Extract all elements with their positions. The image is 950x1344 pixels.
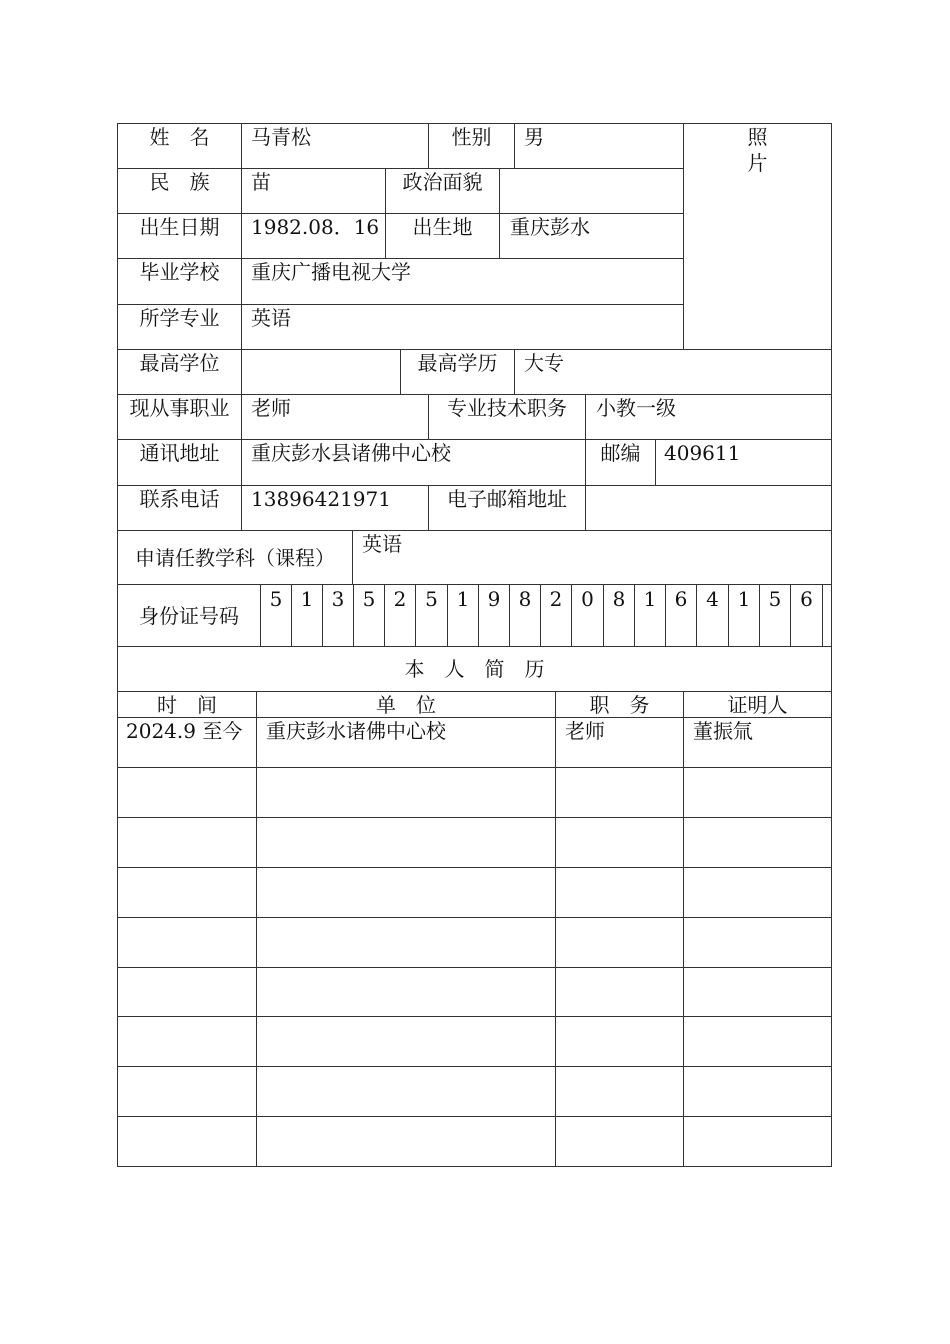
col-line	[352, 530, 353, 584]
id-digit[interactable]: 5	[425, 587, 438, 611]
political-status-label: 政治面貌	[402, 170, 483, 194]
photo-label: 照	[747, 125, 768, 149]
id-digit[interactable]: 8	[518, 587, 532, 611]
table-border-right	[831, 123, 832, 1167]
row-line	[117, 439, 832, 440]
photo-label: 片	[747, 151, 768, 175]
professional-title-value[interactable]: 小教一级	[596, 396, 676, 420]
id-digit[interactable]: 4	[706, 587, 719, 611]
address-label: 通讯地址	[139, 441, 220, 465]
resume-empty-row[interactable]	[118, 918, 831, 967]
col-line	[585, 485, 586, 530]
postcode-value[interactable]: 409611	[664, 441, 741, 465]
highest-degree-label: 最高学位	[139, 351, 220, 375]
row-line	[117, 584, 832, 585]
col-line	[499, 213, 500, 258]
id-digit[interactable]: 1	[456, 587, 470, 611]
row-line	[117, 691, 832, 692]
school-label: 毕业学校	[139, 260, 220, 284]
photo-area[interactable]	[684, 124, 831, 349]
row-line	[117, 717, 832, 718]
postcode-label: 邮编	[600, 441, 641, 465]
col-line	[499, 168, 500, 213]
gender-value[interactable]: 男	[524, 125, 544, 149]
birthplace-value[interactable]: 重庆彭水	[510, 215, 590, 239]
resume-empty-row[interactable]	[118, 768, 831, 817]
id-digit[interactable]: 6	[800, 587, 813, 611]
col-line	[514, 349, 515, 394]
resume-empty-row[interactable]	[118, 818, 831, 867]
id-digit[interactable]: 9	[487, 587, 501, 611]
id-digit[interactable]: 5	[362, 587, 376, 611]
id-digit[interactable]: 1	[737, 587, 751, 611]
resume-header-time: 时 间	[157, 693, 217, 717]
school-value[interactable]: 重庆广播电视大学	[251, 260, 411, 284]
ethnicity-label: 民 族	[149, 170, 210, 194]
major-value[interactable]: 英语	[251, 306, 291, 330]
phone-value[interactable]: 13896421971	[251, 487, 391, 511]
row-line	[117, 349, 832, 350]
resume-empty-row[interactable]	[118, 868, 831, 917]
gender-label: 性别	[451, 125, 492, 149]
col-line	[655, 439, 656, 485]
row-line	[117, 485, 832, 486]
occupation-label: 现从事职业	[129, 396, 230, 420]
resume-empty-row[interactable]	[118, 1017, 831, 1066]
resume-title: 本 人 简 历	[404, 657, 545, 681]
table-border-bottom	[117, 1166, 832, 1167]
name-value[interactable]: 马青松	[251, 125, 311, 149]
col-line	[514, 123, 515, 168]
birth-date-value[interactable]: 1982.08．16	[251, 215, 380, 239]
resume-empty-row[interactable]	[118, 968, 831, 1016]
email-label: 电子邮箱地址	[447, 487, 567, 511]
resume-cell-position[interactable]: 老师	[565, 719, 605, 743]
resume-cell-unit[interactable]: 重庆彭水诸佛中心校	[266, 719, 446, 743]
resume-cell-witness[interactable]: 董振氚	[693, 719, 753, 743]
row-line	[117, 530, 832, 531]
col-line	[822, 584, 823, 646]
row-line	[117, 168, 683, 169]
address-value[interactable]: 重庆彭水县诸佛中心校	[251, 441, 451, 465]
highest-education-value[interactable]: 大专	[524, 351, 564, 375]
id-digit[interactable]: 6	[674, 587, 688, 611]
resume-cell-time[interactable]: 2024.9 至今	[126, 719, 243, 743]
row-line	[117, 646, 832, 647]
birth-date-label: 出生日期	[139, 215, 220, 239]
professional-title-label: 专业技术职务	[447, 396, 567, 420]
id-digit[interactable]: 8	[612, 587, 626, 611]
id-digit[interactable]: 5	[768, 587, 782, 611]
row-line	[117, 258, 683, 259]
id-digit[interactable]: 2	[549, 587, 563, 611]
subject-value[interactable]: 英语	[362, 532, 402, 556]
col-line	[241, 123, 242, 530]
phone-label: 联系电话	[139, 487, 220, 511]
id-digit[interactable]: 1	[300, 587, 314, 611]
ethnicity-value[interactable]: 苗	[251, 170, 271, 194]
id-digit[interactable]: 1	[643, 587, 657, 611]
id-digit[interactable]: 3	[331, 587, 345, 611]
row-line	[117, 213, 683, 214]
id-digit[interactable]: 2	[393, 587, 407, 611]
name-label: 姓 名	[149, 125, 210, 149]
highest-education-label: 最高学历	[417, 351, 498, 375]
id-number-label: 身份证号码	[139, 604, 239, 628]
id-digit[interactable]: 5	[269, 587, 283, 611]
resume-header-witness: 证明人	[727, 693, 788, 717]
resume-header-position: 职 务	[589, 693, 650, 717]
row-line	[117, 304, 683, 305]
id-digit[interactable]: 0	[581, 587, 594, 611]
row-line	[117, 394, 832, 395]
resume-empty-row[interactable]	[118, 1117, 831, 1166]
col-line	[585, 394, 586, 439]
subject-label: 申请任教学科（课程）	[135, 546, 335, 570]
major-label: 所学专业	[139, 306, 220, 330]
resume-header-unit: 单 位	[376, 693, 436, 717]
resume-empty-row[interactable]	[118, 1067, 831, 1116]
birthplace-label: 出生地	[412, 215, 473, 239]
occupation-value[interactable]: 老师	[251, 396, 291, 420]
